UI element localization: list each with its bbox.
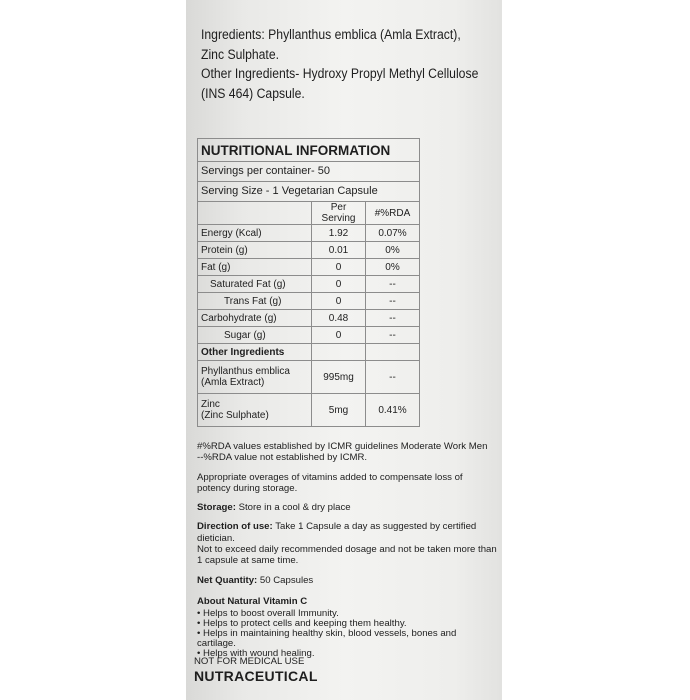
table-row [198, 259, 420, 276]
nutrient-name: Protein (g) [198, 242, 312, 259]
table-row [198, 310, 420, 327]
list-item: • Helps with wound healing. [197, 648, 315, 660]
rda-value: -- [366, 327, 420, 344]
table-row [198, 293, 420, 310]
per-serving-value: 5mg [312, 394, 366, 427]
nutrient-name: Fat (g) [198, 259, 312, 276]
per-serving-value: 0 [312, 259, 366, 276]
direction-text: Take 1 Capsule a day as suggested by certified dietician. [197, 521, 477, 544]
rda-value: 0.07% [366, 225, 420, 242]
direction-label: Direction of use: [197, 521, 273, 533]
rda-value: -- [366, 310, 420, 327]
per-serving-value: 0 [312, 327, 366, 344]
net-quantity-value: 50 Capsules [257, 574, 314, 586]
empty-header-cell [198, 202, 312, 225]
nutrient-name: Saturated Fat (g) [198, 276, 312, 293]
per-serving-value: 0.48 [312, 310, 366, 327]
label-notes [197, 441, 497, 659]
rda-header: #%RDA [366, 202, 420, 225]
rda-value: -- [366, 361, 420, 394]
ingredients-text [201, 26, 493, 104]
storage-label: Storage: [197, 502, 236, 514]
table-header-row [198, 202, 420, 225]
rda-note: #%RDA values established by ICMR guidelines Moderate Work Men [197, 441, 488, 452]
servings-per-container: Servings per container- 50 [198, 162, 420, 182]
per-serving-header: Per Serving [312, 202, 366, 225]
zinc-subname: (Zinc Sulphate) [201, 410, 269, 421]
other-ingredients-line: (INS 464) Capsule. [201, 85, 305, 102]
not-for-medical-use: NOT FOR MEDICAL USE [194, 656, 305, 667]
rda-value: 0% [366, 259, 420, 276]
benefits-list [197, 609, 497, 659]
ingredients-line: Ingredients: Phyllanthus emblica (Amla Extract), [201, 27, 461, 43]
nutrient-name [198, 361, 312, 394]
nutrition-table [197, 138, 420, 427]
net-quantity [197, 575, 497, 586]
per-serving-value: 0 [312, 276, 366, 293]
table-row [198, 344, 420, 361]
table-row [198, 242, 420, 259]
nutrient-name [198, 394, 312, 427]
overages-note: Appropriate overages of vitamins added to compensate loss of potency during storage. [197, 471, 463, 494]
per-serving-value: 0.01 [312, 242, 366, 259]
table-row [198, 225, 420, 242]
storage-note [197, 502, 497, 513]
empty-cell [312, 344, 366, 361]
list-item: • Helps to protect cells and keeping them healthy. [197, 618, 407, 630]
nutrient-name: Trans Fat (g) [198, 293, 312, 310]
nutrition-title: NUTRITIONAL INFORMATION [198, 139, 420, 162]
other-ingredients-heading: Other Ingredients [198, 344, 312, 361]
table-row [198, 276, 420, 293]
ingredients-line: Zinc Sulphate. [201, 46, 280, 63]
other-ingredients-line: Other Ingredients- Hydroxy Propyl Methyl Cellulose [201, 66, 479, 82]
rda-value: -- [366, 276, 420, 293]
nutraceutical-label: NUTRACEUTICAL [194, 668, 318, 684]
nutrient-name: Sugar (g) [198, 327, 312, 344]
rda-notes [197, 441, 497, 464]
about-title: About Natural Vitamin C [197, 595, 308, 607]
amla-name: Phyllanthus emblica [201, 366, 290, 377]
rda-note: --%RDA value not established by ICMR. [197, 452, 368, 464]
nutrient-name: Energy (Kcal) [198, 225, 312, 242]
amla-subname: (Amla Extract) [201, 377, 265, 388]
list-item: • Helps to boost overall Immunity. [197, 608, 339, 620]
dosage-warning: Not to exceed daily recommended dosage and not be taken more than 1 capsule at same time. [197, 544, 497, 567]
table-row [198, 394, 420, 427]
zinc-name: Zinc [201, 399, 220, 410]
table-row [198, 361, 420, 394]
per-serving-value: 1.92 [312, 225, 366, 242]
empty-cell [366, 344, 420, 361]
per-serving-value: 995mg [312, 361, 366, 394]
storage-text: Store in a cool & dry place [235, 502, 351, 514]
serving-size: Serving Size - 1 Vegetarian Capsule [198, 182, 420, 202]
nutrient-name: Carbohydrate (g) [198, 310, 312, 327]
direction-note [197, 521, 497, 544]
rda-value: -- [366, 293, 420, 310]
rda-value: 0.41% [366, 394, 420, 427]
net-quantity-label: Net Quantity: [197, 574, 258, 586]
per-serving-value: 0 [312, 293, 366, 310]
list-item: • Helps in maintaining healthy skin, blood vessels, bones and cartilage. [197, 628, 457, 650]
table-row [198, 327, 420, 344]
rda-value: 0% [366, 242, 420, 259]
